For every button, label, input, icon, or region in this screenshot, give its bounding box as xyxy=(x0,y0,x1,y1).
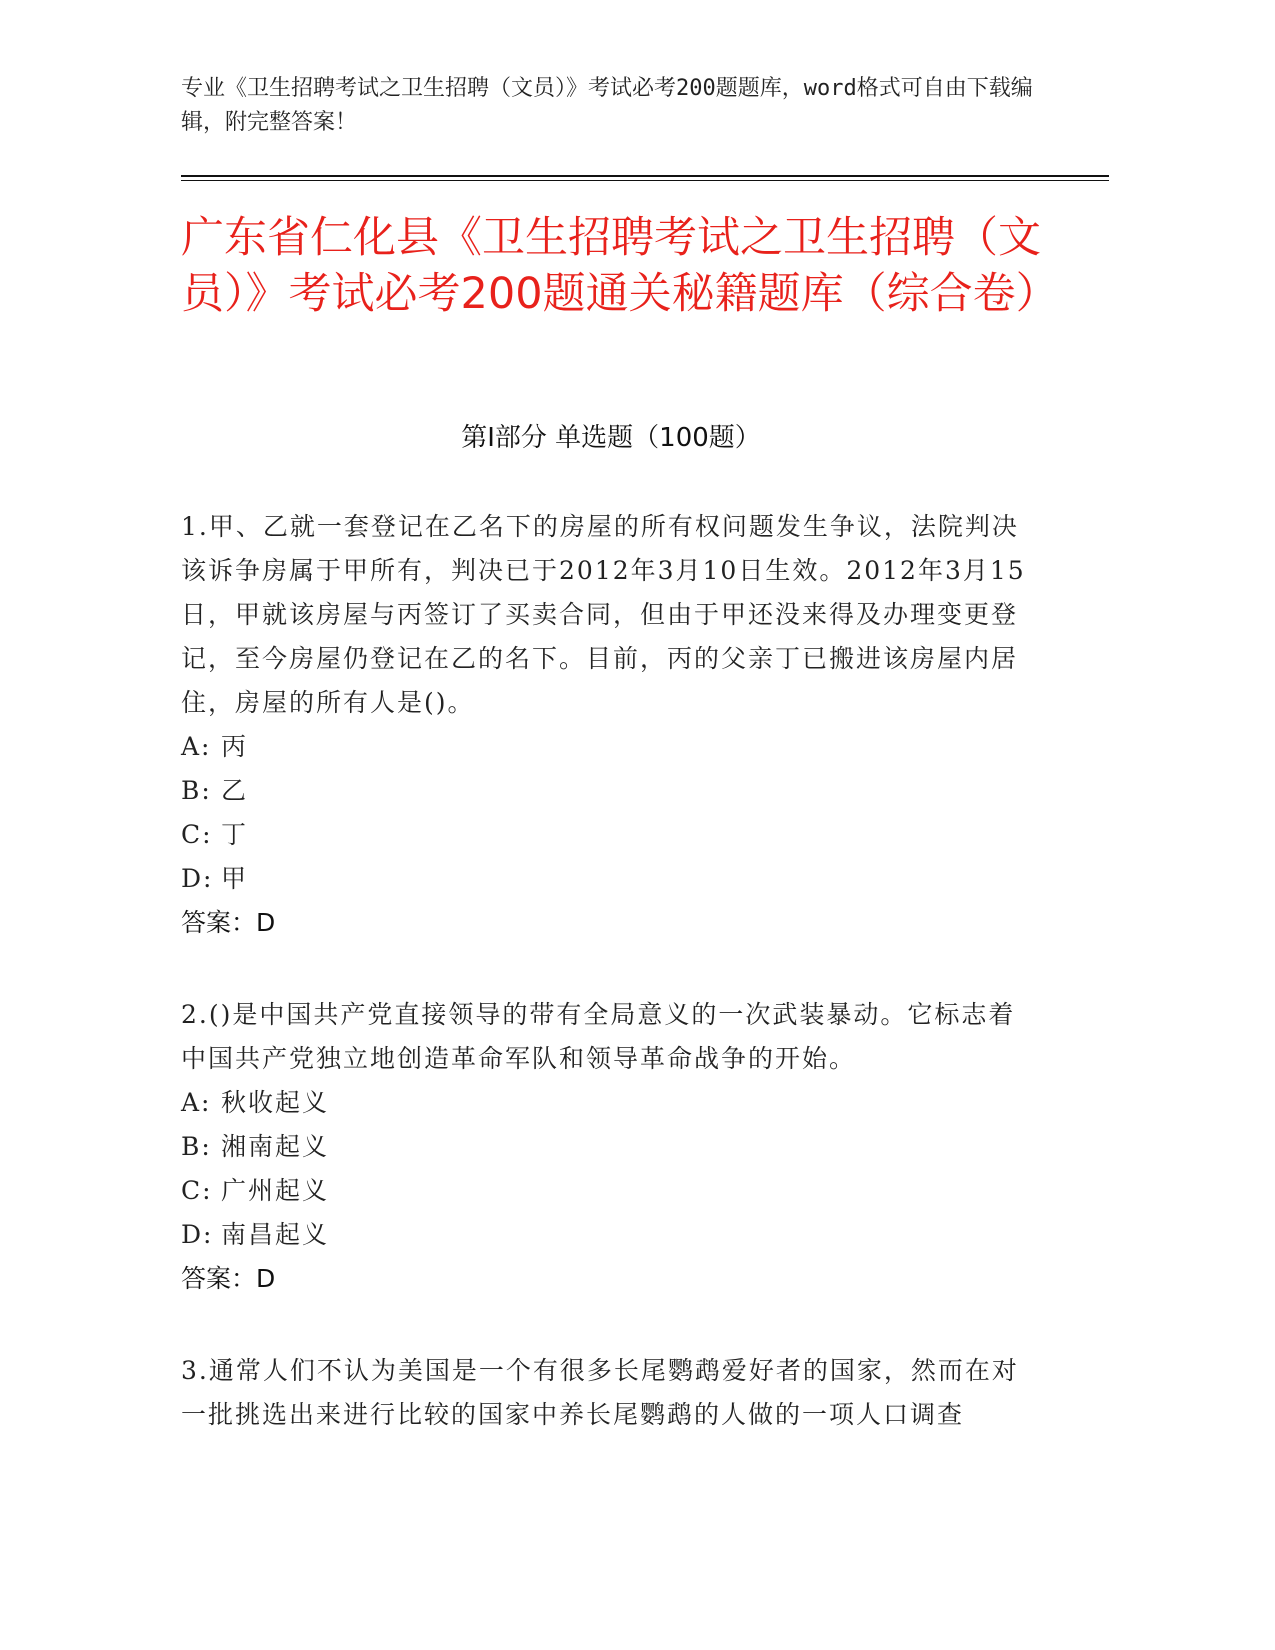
question-2 xyxy=(181,993,1041,1301)
option-text: 甲 xyxy=(221,864,249,893)
option-key: C: xyxy=(181,1176,213,1205)
question-stem: 3.通常人们不认为美国是一个有很多长尾鹦鹉爱好者的国家，然而在对一批挑选出来进行比较的国家中养长尾鹦鹉的人做的一项人口调查 xyxy=(181,1356,1019,1429)
option-key: A: xyxy=(181,732,212,761)
option-key: D: xyxy=(181,1220,214,1249)
question-stem: 1.甲、乙就一套登记在乙名下的房屋的所有权问题发生争议，法院判决该诉争房属于甲所有，判决已于2012年3月10日生效。2012年3月15日，甲就该房屋与丙签订了买卖合同，但由于甲还没来得及办理变更登记，至今房屋仍登记在乙的名下。目前，丙的父亲丁已搬进该房屋内居住，房屋的所有人是()。 xyxy=(181,512,1026,717)
answer-line: 答案：D xyxy=(181,1264,276,1293)
header-divider-thick xyxy=(181,175,1109,177)
option-text: 秋收起义 xyxy=(221,1088,330,1117)
header-note: 专业《卫生招聘考试之卫生招聘（文员）》考试必考200题题库，word格式可自由下载编辑，附完整答案！ xyxy=(181,76,1033,135)
option-text: 南昌起义 xyxy=(221,1220,330,1249)
question-1 xyxy=(181,505,1041,945)
option-c xyxy=(181,813,1041,857)
question-stem: 2.()是中国共产党直接领导的带有全局意义的一次武装暴动。它标志着中国共产党独立地创造革命军队和领导革命战争的开始。 xyxy=(181,1000,1016,1073)
option-text: 乙 xyxy=(221,776,249,805)
option-text: 丁 xyxy=(221,820,249,849)
option-key: B: xyxy=(181,776,212,805)
section-heading: 第Ⅰ部分 单选题（100题） xyxy=(461,423,761,453)
option-b xyxy=(181,1125,1041,1169)
option-key: B: xyxy=(181,1132,212,1161)
option-key: D: xyxy=(181,864,214,893)
document-title: 广东省仁化县《卫生招聘考试之卫生招聘（文员）》考试必考200题通关秘籍题库（综合卷） xyxy=(181,213,1059,319)
option-c xyxy=(181,1169,1041,1213)
option-key: C: xyxy=(181,820,213,849)
question-list xyxy=(181,505,1041,1485)
option-a xyxy=(181,725,1041,769)
option-key: A: xyxy=(181,1088,212,1117)
option-d xyxy=(181,1213,1041,1257)
answer-line: 答案：D xyxy=(181,908,276,937)
question-3 xyxy=(181,1349,1041,1437)
option-a xyxy=(181,1081,1041,1125)
option-text: 广州起义 xyxy=(221,1176,330,1205)
option-text: 丙 xyxy=(221,732,249,761)
option-b xyxy=(181,769,1041,813)
option-d xyxy=(181,857,1041,901)
option-text: 湘南起义 xyxy=(221,1132,330,1161)
header-divider-thin xyxy=(181,180,1109,181)
